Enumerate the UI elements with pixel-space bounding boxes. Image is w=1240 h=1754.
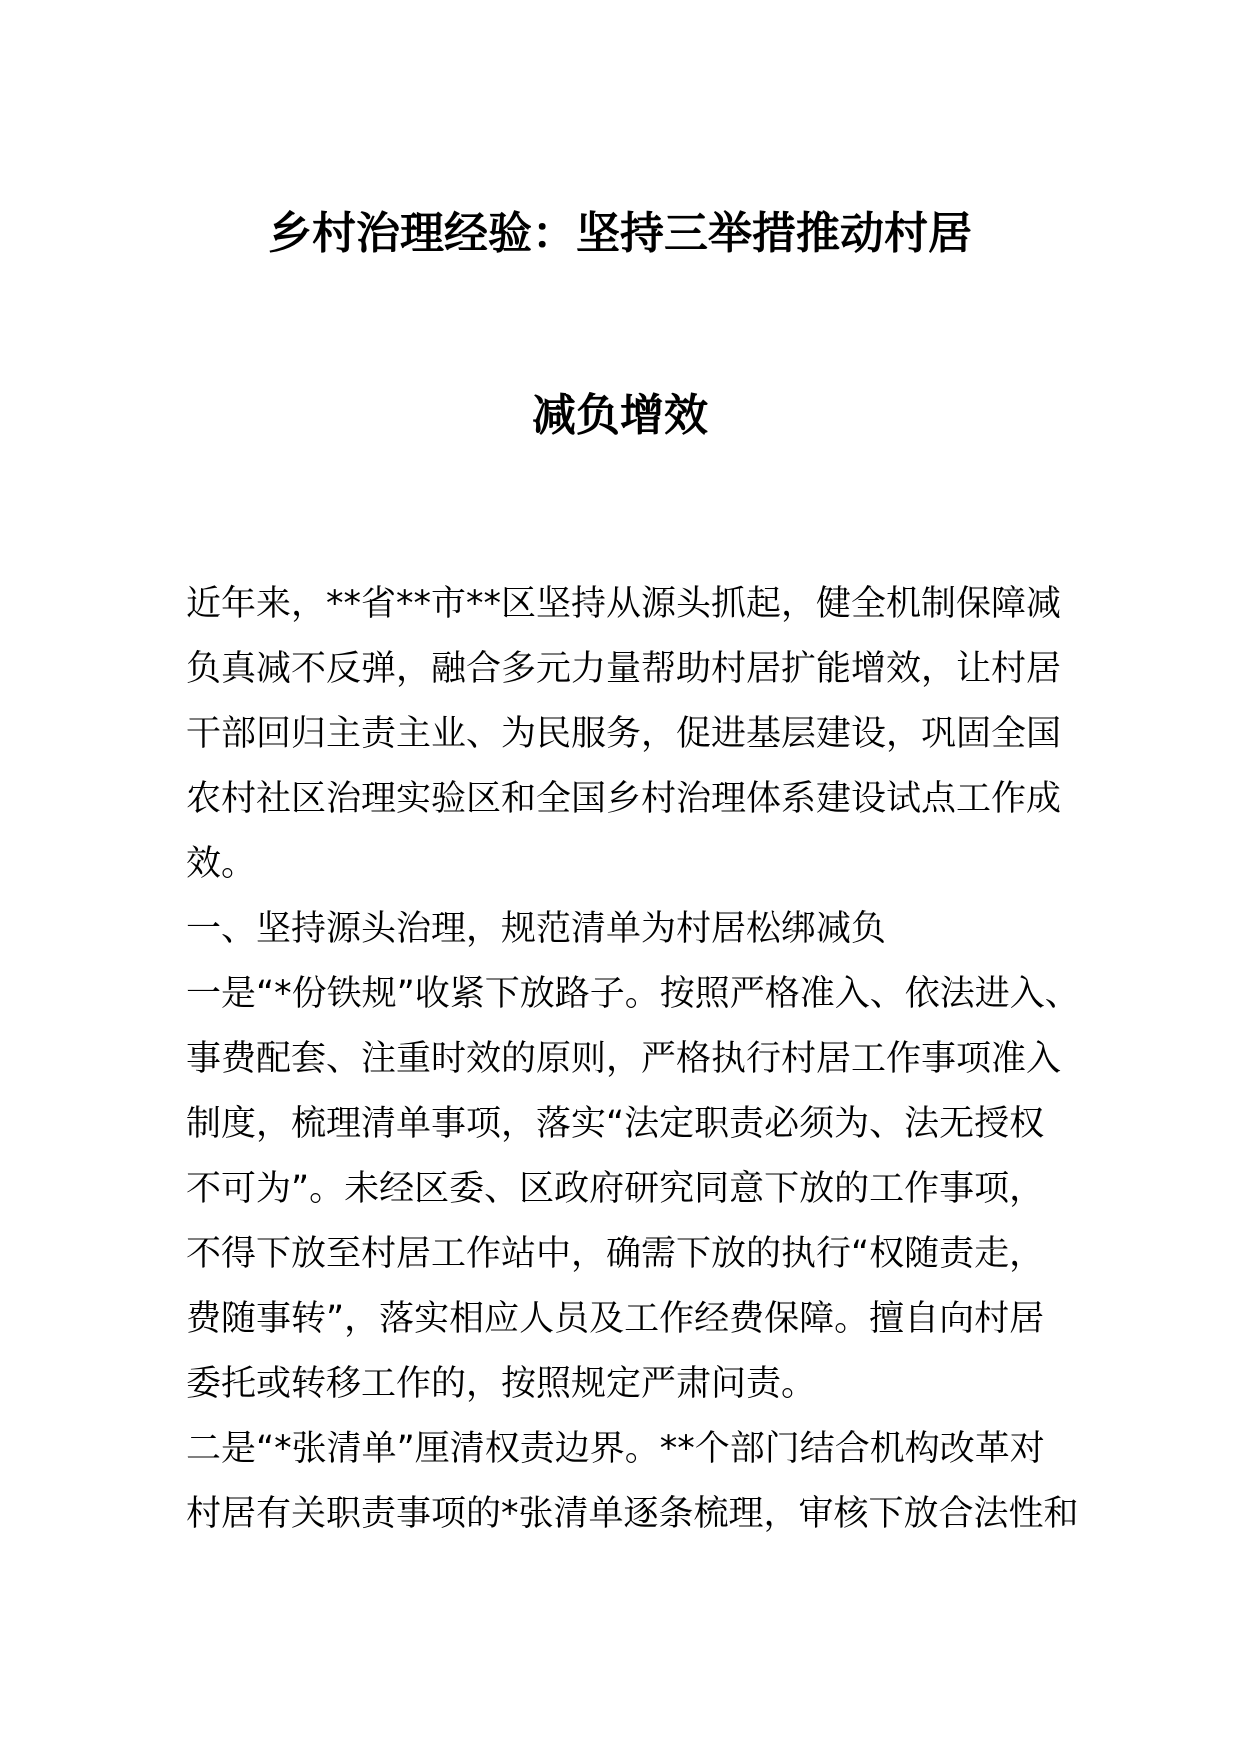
body-line: 委托或转移工作的，按照规定严肃问责。 (186, 1364, 817, 1404)
document-body (186, 572, 1080, 1547)
section-heading: 一、坚持源头治理，规范清单为村居松绑减负 (186, 909, 887, 949)
body-line: 一是“*份铁规”收紧下放路子。按照严格准入、依法进入、 (186, 974, 1080, 1014)
body-line: 费随事转”，落实相应人员及工作经费保障。擅自向村居 (186, 1299, 1045, 1339)
body-line: 农村社区治理实验区和全国乡村治理体系建设试点工作成 (186, 779, 1062, 819)
document-title-line-1: 乡村治理经验：坚持三举措推动村居 (268, 208, 972, 259)
body-line: 二是“*张清单”厘清权责边界。**个部门结合机构改革对 (186, 1429, 1045, 1469)
body-line: 近年来，**省**市**区坚持从源头抓起，健全机制保障减 (186, 584, 1062, 624)
body-line: 干部回归主责主业、为民服务，促进基层建设，巩固全国 (186, 714, 1062, 754)
body-line: 事费配套、注重时效的原则，严格执行村居工作事项准入 (186, 1039, 1062, 1079)
body-line: 效。 (186, 844, 257, 884)
body-line: 负真减不反弹，融合多元力量帮助村居扩能增效，让村居 (186, 649, 1062, 689)
body-line: 村居有关职责事项的*张清单逐条梳理，审核下放合法性和 (186, 1494, 1079, 1534)
document-title-line-2: 减负增效 (532, 390, 708, 441)
body-line: 不可为”。未经区委、区政府研究同意下放的工作事项， (186, 1169, 1045, 1209)
body-line: 制度，梳理清单事项，落实“法定职责必须为、法无授权 (186, 1104, 1045, 1144)
body-line: 不得下放至村居工作站中，确需下放的执行“权随责走， (186, 1234, 1045, 1274)
